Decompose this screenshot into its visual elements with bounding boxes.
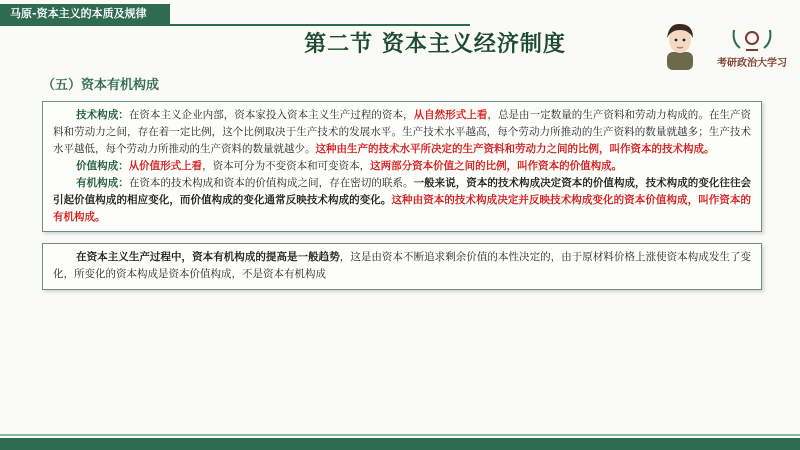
term-label: 有机构成：: [76, 177, 129, 189]
definition-box: [42, 101, 762, 232]
laurel-icon: [710, 24, 794, 54]
emphasis-text: 这种由资本的技术构成决定并反映技术构成变化的资本价值构成，叫作资本的有机构成。: [53, 194, 752, 223]
organic-composition-paragraph: 有机构成：在资本的技术构成和资本的价值构成之间，存在密切的联系。一般来说，资本的技术构成决定资本的价值构成，技术构成的变化往往会引起价值构成的相应变化，而价值构成的变化通常反映技术构成的变化。这种由资本的技术构成决定并反映技术构成变化的资本价值构成，叫作资本的有机构成。: [53, 177, 752, 223]
avatar: [655, 18, 705, 70]
bold-text: 在资本主义生产过程中，资本有机构成的提高是一般趋势: [76, 251, 340, 263]
page-title: 第二节 资本主义经济制度: [304, 31, 566, 57]
technical-composition-paragraph: 技术构成：在资本主义企业内部，资本家投入资本主义生产过程的资本，从自然形式上看，总是由一定数量的生产资料和劳动力构成的。在生产资料和劳动力之间，存在着一定比例，这个比例取决于生产技术的发展水平。生产技术水平越高，每个劳动力所推动的生产资料的数量就越多；生产技术水平越低，每个劳动力所推动的生产资料的数量就越少。这种由生产的技术水平所决定的生产资料和劳动力之间的比例，叫作资本的技术构成。: [53, 109, 752, 155]
emphasis-text: 从价值形式上看: [128, 160, 203, 172]
emphasis-text: 从自然形式上看: [413, 109, 488, 121]
trend-paragraph: 在资本主义生产过程中，资本有机构成的提高是一般趋势，这是由资本不断追求剩余价值的本性决定的，由于原材料价格上涨使资本构成发生了变化，所变化的资本构成是资本价值构成，不是资本有机构成: [53, 251, 752, 280]
logo-text: 考研政治大学习: [717, 58, 787, 69]
term-label: 技术构成：: [76, 109, 129, 121]
brand-logo: [710, 24, 794, 70]
header-divider: [0, 24, 470, 26]
section-heading: （五）资本有机构成: [42, 78, 160, 93]
trend-box: [42, 243, 762, 290]
footer-divider: [0, 434, 800, 436]
bold-text: 一般来说，资本的技术构成决定资本的价值构成，技术构成的变化往往会引起价值构成的相应变化，而价值构成的变化通常反映技术构成的变化。: [53, 177, 752, 206]
value-composition-paragraph: 价值构成：从价值形式上看，资本可分为不变资本和可变资本，这两部分资本价值之间的比例，叫作资本的价值构成。: [76, 160, 623, 172]
emphasis-text: 这两部分资本价值之间的比例，叫作资本的价值构成。: [370, 160, 623, 172]
footer-bar: [0, 438, 800, 450]
emphasis-text: 这种由生产的技术水平所决定的生产资料和劳动力之间的比例，叫作资本的技术构成。: [315, 143, 715, 155]
breadcrumb: 马原-资本主义的本质及规律: [0, 4, 170, 24]
term-label: 价值构成：: [76, 160, 129, 172]
